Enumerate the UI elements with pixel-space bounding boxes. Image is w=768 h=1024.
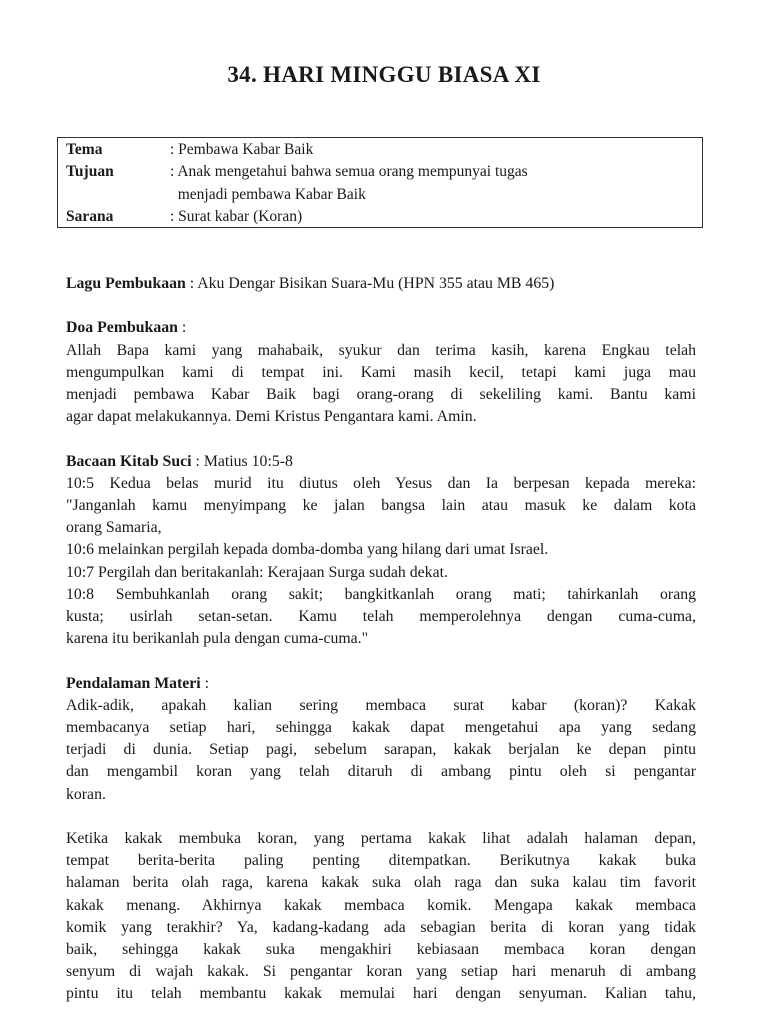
bacaan-line: karena itu berikanlah pula dengan cuma-cuma." [66, 630, 369, 648]
lagu-label: Lagu Pembukaan [66, 275, 186, 292]
pendalaman-label: Pendalaman Materi [66, 674, 201, 692]
bacaan-line: 10:6 melainkan pergilah kepada domba-domba yang hilang dari umat Israel. [66, 541, 549, 559]
pendalaman-line: baik, sehingga kakak suka mengakhiri kebiasaan membaca koran dengan [66, 941, 696, 959]
tema-label: Tema [66, 141, 103, 158]
bacaan-line: orang Samaria, [66, 519, 162, 537]
tujuan-value-2: menjadi pembawa Kabar Baik [170, 185, 366, 203]
doa-line: agar dapat melakukannya. Demi Kristus Pengantara kami. Amin. [66, 408, 477, 426]
info-row-tujuan [66, 161, 702, 183]
info-row-tujuan-cont [66, 184, 702, 206]
tujuan-spacer [66, 184, 170, 206]
doa-label: Doa Pembukaan [66, 319, 178, 337]
pendalaman-line: senyum di wajah kakak. Si pengantar koran yang setiap hari menaruh di ambang [66, 963, 696, 981]
doa-sep: : [177, 319, 187, 337]
pendalaman-line: terjadi di dunia. Setiap pagi, sebelum sarapan, kakak berjalan ke depan pintu [66, 741, 696, 759]
bacaan-ref: : Matius 10:5-8 [191, 452, 293, 470]
sarana-label: Sarana [66, 207, 114, 225]
doa-heading [66, 317, 696, 339]
pendalaman-sep: : [200, 674, 210, 692]
lagu-text: : Aku Dengar Bisikan Suara-Mu (HPN 355 atau MB 465) [185, 275, 555, 292]
pendalaman-heading [66, 673, 696, 695]
bacaan-line: "Janganlah kamu menyimpang ke jalan bangsa lain atau masuk ke dalam kota [66, 497, 696, 514]
pendalaman-line: dan mengambil koran yang telah ditaruh di ambang pintu oleh si pengantar [66, 763, 696, 781]
bacaan-label: Bacaan Kitab Suci [66, 452, 192, 470]
info-row-sarana [66, 206, 702, 228]
doa-line: Allah Bapa kami yang mahabaik, syukur dan terima kasih, karena Engkau telah [66, 341, 696, 359]
lagu-pembukaan [66, 273, 696, 295]
bacaan-heading [66, 451, 696, 473]
bacaan-line: kusta; usirlah setan-setan. Kamu telah memperolehnya dengan cuma-cuma, [66, 608, 696, 626]
pendalaman-line: Ketika kakak membuka koran, yang pertama kakak lihat adalah halaman depan, [66, 830, 696, 848]
pendalaman-line: kakak menang. Akhirnya kakak membaca komik. Mengapa kakak membaca [66, 896, 696, 914]
pendalaman-line: halaman berita olah raga, karena kakak suka olah raga dan suka kalau tim favorit [66, 874, 696, 892]
sarana-value: : Surat kabar (Koran) [170, 207, 303, 225]
doa-line: menjadi pembawa Kabar Baik bagi orang-orang di sekeliling kami. Bantu kami [66, 386, 696, 403]
pendalaman-line: pintu itu telah membantu kakak memulai hari dengan senyuman. Kalian tahu, [66, 985, 696, 1003]
bacaan-line: 10:5 Kedua belas murid itu diutus oleh Yesus dan Ia berpesan kepada mereka: [66, 474, 696, 492]
pendalaman-line: koran. [66, 785, 106, 803]
pendalaman-line: membacanya setiap hari, sehingga kakak dapat mengetahui apa yang sedang [66, 719, 696, 737]
pendalaman-line: komik yang terakhir? Ya, kadang-kadang ada sebagian berita di koran yang tidak [66, 918, 696, 936]
pendalaman-line: Adik-adik, apakah kalian sering membaca surat kabar (koran)? Kakak [66, 696, 696, 714]
tujuan-value-1: : Anak mengetahui bahwa semua orang mempunyai tugas [170, 163, 528, 181]
tema-value: : Pembawa Kabar Baik [170, 141, 314, 158]
document-body [66, 273, 696, 1006]
page-title: 34. HARI MINGGU BIASA XI [227, 62, 541, 87]
info-box [57, 137, 703, 228]
doa-line: mengumpulkan kami di tempat ini. Kami masih kecil, tetapi kami juga mau [66, 363, 696, 381]
pendalaman-line: tempat berita-berita paling penting ditempatkan. Berikutnya kakak buka [66, 852, 696, 870]
bacaan-line: 10:7 Pergilah dan beritakanlah: Kerajaan Surga sudah dekat. [66, 563, 448, 581]
info-row-tema [66, 139, 702, 161]
bacaan-line: 10:8 Sembuhkanlah orang sakit; bangkitkanlah orang mati; tahirkanlah orang [66, 585, 696, 603]
tujuan-label: Tujuan [66, 163, 114, 181]
